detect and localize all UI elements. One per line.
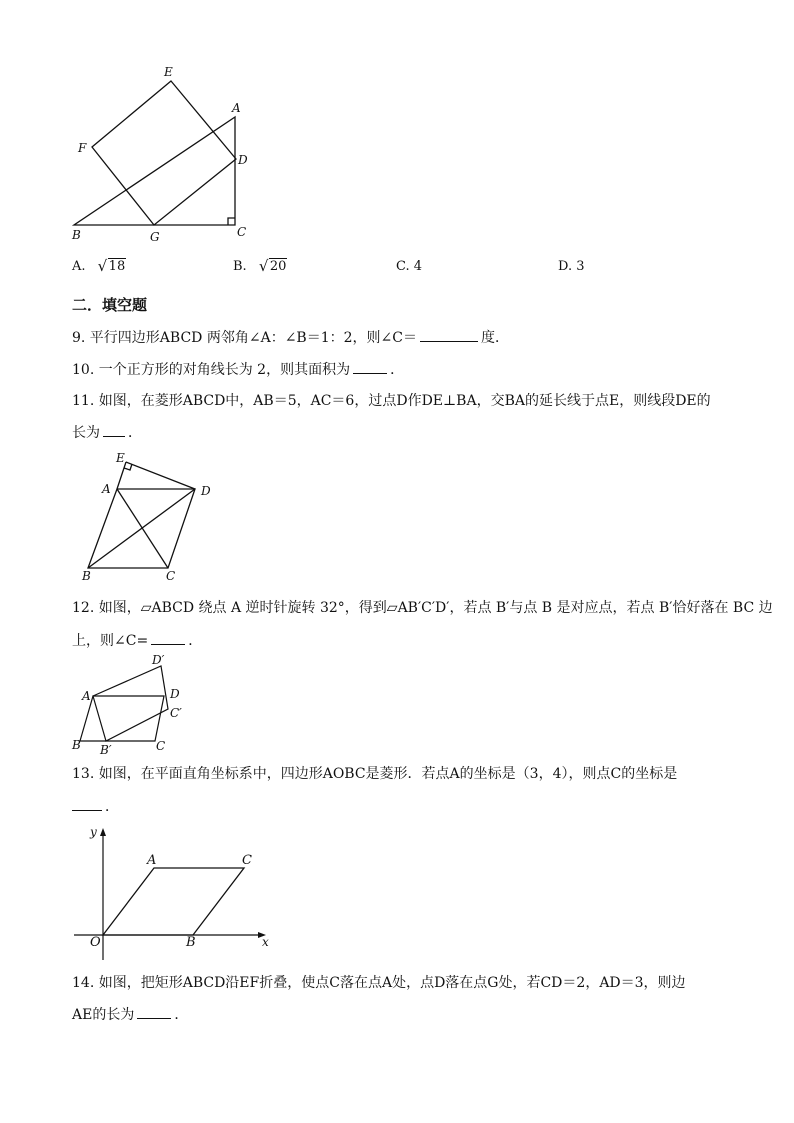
question-10 xyxy=(72,359,404,380)
label-C: C xyxy=(237,225,247,239)
label-D: D xyxy=(201,484,211,498)
q10-text: 10. 一个正方形的对角线长为 2，则其面积为 xyxy=(72,362,351,378)
rhombus-aobc xyxy=(103,868,244,935)
option-b-key: B. xyxy=(233,259,247,274)
segment-ea xyxy=(117,462,126,489)
question-11-line2 xyxy=(72,422,142,443)
option-d[interactable] xyxy=(558,259,585,274)
sqrt-symbol: √ 18 xyxy=(97,257,126,275)
y-axis-arrow xyxy=(100,828,106,836)
right-angle-mark xyxy=(228,218,235,225)
label-D: D xyxy=(238,153,248,167)
option-c-key: C. xyxy=(396,259,410,274)
label-C: C xyxy=(242,853,252,868)
option-d-key: D. xyxy=(558,259,573,274)
label-A: A xyxy=(82,689,91,703)
triangle-abc xyxy=(74,117,235,225)
q11-answer-blank[interactable] xyxy=(103,422,125,437)
label-E: E xyxy=(116,451,125,465)
q12-prefix: 上，则∠C= xyxy=(72,633,149,649)
q9-suffix: 度． xyxy=(480,330,509,346)
q9-text: 9. 平行四边形ABCD 两邻角∠A：∠B＝1：2，则∠C＝ xyxy=(72,330,417,346)
label-B: B xyxy=(72,228,81,242)
question-13-line2 xyxy=(72,796,119,817)
q11-prefix: 长为 xyxy=(72,425,100,441)
label-B: B xyxy=(186,935,196,950)
option-b[interactable] xyxy=(233,259,287,274)
question-12-line2 xyxy=(72,630,202,651)
figure-q12 xyxy=(66,650,206,760)
option-a[interactable] xyxy=(72,259,126,274)
label-G: G xyxy=(150,230,160,244)
q11-suffix: ． xyxy=(128,425,142,441)
label-C: C xyxy=(166,569,176,583)
sqrt-symbol: √ 20 xyxy=(258,257,287,275)
q12-suffix: ． xyxy=(188,633,203,649)
question-14-line2 xyxy=(72,1004,188,1025)
label-A: A xyxy=(232,101,241,115)
section-title: 二．填空题 xyxy=(72,296,148,314)
question-11-line1: 11. 如图，在菱形ABCD中，AB＝5，AC＝6，过点D作DE⊥BA，交BA的延长线于点E，则线段DE的 xyxy=(72,393,711,409)
question-14-line1: 14. 如图，把矩形ABCD沿EF折叠，使点C落在点A处，点D落在点G处，若CD＝2，AD＝3，则边 xyxy=(72,975,686,991)
figure-q8 xyxy=(60,60,280,250)
q13-answer-blank[interactable] xyxy=(72,796,102,811)
question-12-line1: 12. 如图，▱ABCD 绕点 A 逆时针旋转 32°，得到▱AB′C′D′，若点 B′与点 B 是对应点，若点 B′恰好落在 BC 边 xyxy=(72,600,773,616)
label-C: C xyxy=(156,739,166,753)
figure-q13 xyxy=(70,820,290,960)
label-B': B′ xyxy=(100,743,112,757)
label-x: x xyxy=(262,935,269,949)
parallelogram-abcd xyxy=(80,696,164,741)
diagonal-bd xyxy=(88,489,195,568)
label-B: B xyxy=(82,569,91,583)
q9-answer-blank[interactable] xyxy=(420,327,478,342)
option-a-key: A. xyxy=(72,259,86,274)
q10-answer-blank[interactable] xyxy=(353,359,387,374)
q13-suffix: ． xyxy=(105,799,119,815)
q14-prefix: AE的长为 xyxy=(72,1007,135,1023)
q10-suffix: ． xyxy=(390,362,405,378)
q14-suffix: ． xyxy=(174,1007,189,1023)
figure-q11 xyxy=(70,448,230,588)
label-D: D xyxy=(170,687,180,701)
option-b-radicand: 20 xyxy=(269,259,287,274)
label-B: B xyxy=(72,738,81,752)
option-a-radicand: 18 xyxy=(108,259,126,274)
q12-answer-blank[interactable] xyxy=(151,630,185,645)
label-A: A xyxy=(147,853,157,868)
option-d-text: 3 xyxy=(576,259,585,274)
option-c-text: 4 xyxy=(413,259,423,274)
q14-answer-blank[interactable] xyxy=(137,1004,171,1019)
label-D': D′ xyxy=(152,653,165,667)
question-13-line1: 13. 如图，在平面直角坐标系中，四边形AOBC是菱形．若点A的坐标是（3，4），则点C的坐标是 xyxy=(72,766,678,782)
segment-ed xyxy=(126,462,195,489)
label-F: F xyxy=(78,141,87,155)
label-E: E xyxy=(164,65,173,79)
option-c[interactable] xyxy=(396,259,422,274)
label-A: A xyxy=(102,482,111,496)
question-9 xyxy=(72,327,509,348)
label-y: y xyxy=(90,825,97,839)
square-efgd xyxy=(92,81,236,225)
label-C': C′ xyxy=(170,706,182,720)
label-O: O xyxy=(90,935,101,950)
